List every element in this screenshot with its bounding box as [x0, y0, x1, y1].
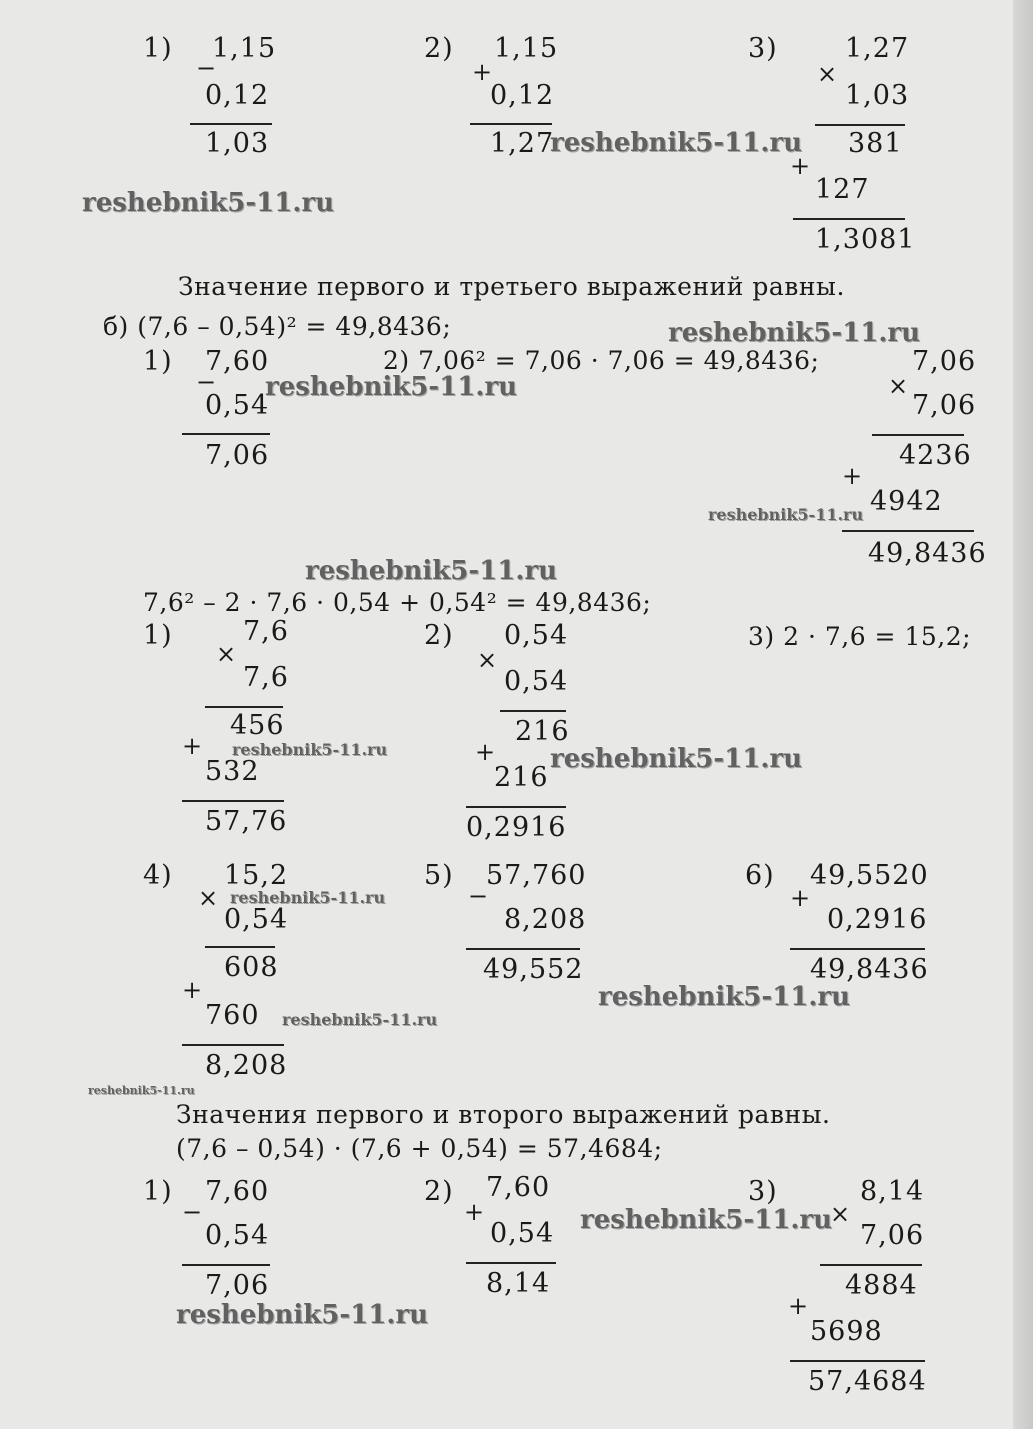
item-label: 2): [424, 1176, 454, 1207]
product-line: [815, 124, 905, 126]
operand-top: 7,60: [486, 1172, 551, 1203]
partial-product-2: 127: [815, 174, 870, 205]
operator-plus: +: [182, 976, 203, 1004]
item-label: 1): [143, 346, 173, 377]
watermark: reshebnik5-11.ru: [708, 505, 864, 524]
result-value: 49,552: [483, 954, 584, 985]
expression-text: (7,6 – 0,54) · (7,6 + 0,54) = 57,4684;: [176, 1134, 663, 1163]
operand-bottom: 0,12: [490, 80, 555, 111]
operator-plus: +: [475, 738, 496, 766]
product-line: [205, 946, 275, 948]
result-line: [182, 800, 284, 802]
item-label: 5): [424, 860, 454, 891]
operator-plus: +: [182, 732, 203, 760]
watermark: reshebnik5-11.ru: [176, 1300, 429, 1330]
result-value: 57,76: [205, 806, 288, 837]
result-line: [466, 948, 580, 950]
partial-product-1: 381: [848, 128, 903, 159]
result-line: [466, 806, 566, 808]
result-line: [790, 948, 925, 950]
result-line: [182, 1264, 270, 1266]
result-line: [790, 1360, 925, 1362]
operand-bottom: 0,54: [490, 1218, 555, 1249]
partial-product-1: 4884: [845, 1270, 918, 1301]
operand-top: 7,06: [912, 346, 977, 377]
product-line: [820, 1264, 922, 1266]
partial-product-1: 216: [515, 716, 570, 747]
watermark: reshebnik5-11.ru: [88, 1084, 195, 1097]
partial-product-1: 4236: [899, 440, 972, 471]
product-line: [872, 434, 964, 436]
operand-bottom: 1,03: [845, 80, 910, 111]
operand-top: 7,60: [205, 346, 270, 377]
result-value: 57,4684: [808, 1366, 927, 1397]
item-label: 3): [748, 1176, 778, 1207]
operator-times: ×: [198, 884, 219, 912]
operand-top: 1,15: [494, 33, 559, 64]
watermark: reshebnik5-11.ru: [305, 556, 558, 586]
result-value: 7,06: [205, 1270, 270, 1301]
product-line: [205, 706, 283, 708]
conclusion-text: Значение первого и третьего выражений равны.: [178, 272, 845, 301]
operator-minus: −: [182, 1198, 203, 1226]
result-value: 1,3081: [815, 224, 916, 255]
partial-product-1: 608: [224, 952, 279, 983]
item-label: 2): [424, 620, 454, 651]
result-line: [182, 1044, 284, 1046]
operator-times: ×: [830, 1200, 851, 1228]
operator-times: ×: [477, 646, 498, 674]
result-value: 1,03: [205, 128, 270, 159]
item-label: 3): [748, 33, 778, 64]
item-label: 1): [143, 1176, 173, 1207]
operand-top: 1,15: [212, 33, 277, 64]
watermark: reshebnik5-11.ru: [230, 888, 386, 907]
item-label: 1): [143, 620, 173, 651]
partial-product-1: 456: [230, 710, 285, 741]
operator-minus: −: [196, 54, 217, 82]
operand-bottom: 7,6: [243, 662, 289, 693]
conclusion-text: Значения первого и второго выражений равны.: [176, 1100, 831, 1129]
partial-product-2: 4942: [870, 486, 943, 517]
result-line: [190, 123, 272, 125]
product-line: [500, 710, 566, 712]
operand-bottom: 0,54: [224, 904, 289, 935]
result-value: 0,2916: [466, 812, 567, 843]
operand-top: 0,54: [504, 620, 569, 651]
expression-text: 7,6² – 2 · 7,6 · 0,54 + 0,54² = 49,8436;: [143, 588, 652, 617]
operator-plus: +: [472, 58, 493, 86]
result-value: 8,208: [205, 1050, 288, 1081]
watermark: reshebnik5-11.ru: [282, 1010, 438, 1029]
watermark: reshebnik5-11.ru: [598, 982, 851, 1012]
item-label: 1): [143, 33, 173, 64]
operator-plus: +: [842, 462, 863, 490]
operator-plus: +: [788, 1292, 809, 1320]
operand-bottom: 0,2916: [827, 904, 928, 935]
result-line: [470, 123, 552, 125]
operator-minus: −: [468, 882, 489, 910]
section-heading: б) (7,6 – 0,54)² = 49,8436;: [103, 312, 452, 341]
operand-bottom: 0,54: [205, 1220, 270, 1251]
partial-product-2: 760: [205, 1000, 260, 1031]
operator-times: ×: [216, 640, 237, 668]
watermark: reshebnik5-11.ru: [82, 188, 335, 218]
result-line: [182, 433, 270, 435]
result-line: [842, 530, 974, 532]
operand-top: 57,760: [486, 860, 587, 891]
operand-top: 15,2: [224, 860, 289, 891]
result-value: 49,8436: [810, 954, 929, 985]
item-label: 6): [745, 860, 775, 891]
page-edge-shadow: [1013, 0, 1033, 1429]
result-value: 1,27: [490, 128, 555, 159]
watermark: reshebnik5-11.ru: [265, 372, 518, 402]
operator-plus: +: [464, 1198, 485, 1226]
operand-top: 8,14: [860, 1176, 925, 1207]
partial-product-2: 5698: [810, 1316, 883, 1347]
operator-plus: +: [790, 152, 811, 180]
operand-bottom: 0,54: [205, 390, 270, 421]
watermark: reshebnik5-11.ru: [668, 318, 921, 348]
operator-times: ×: [888, 372, 909, 400]
operand-bottom: 0,54: [504, 666, 569, 697]
operand-top: 7,6: [243, 616, 289, 647]
watermark: reshebnik5-11.ru: [550, 128, 803, 158]
result-line: [793, 218, 905, 220]
operator-times: ×: [817, 60, 838, 88]
operator-plus: +: [790, 884, 811, 912]
result-value: 8,14: [486, 1268, 551, 1299]
operand-top: 7,60: [205, 1176, 270, 1207]
operator-minus: −: [196, 368, 217, 396]
operand-top: 49,5520: [810, 860, 929, 891]
operand-top: 1,27: [845, 33, 910, 64]
result-value: 49,8436: [868, 538, 987, 569]
result-value: 7,06: [205, 440, 270, 471]
result-line: [466, 1262, 556, 1264]
operand-bottom: 8,208: [504, 904, 587, 935]
watermark: reshebnik5-11.ru: [232, 740, 388, 759]
operand-bottom: 0,12: [205, 80, 270, 111]
watermark: reshebnik5-11.ru: [550, 744, 803, 774]
partial-product-2: 216: [494, 762, 549, 793]
partial-product-2: 532: [205, 756, 260, 787]
item-label: 2): [424, 33, 454, 64]
item-label: 4): [143, 860, 173, 891]
operand-bottom: 7,06: [860, 1220, 925, 1251]
operand-bottom: 7,06: [912, 390, 977, 421]
step-text: 3) 2 · 7,6 = 15,2;: [748, 622, 972, 651]
step-text: 2) 7,06² = 7,06 · 7,06 = 49,8436;: [383, 346, 820, 375]
watermark: reshebnik5-11.ru: [580, 1205, 833, 1235]
